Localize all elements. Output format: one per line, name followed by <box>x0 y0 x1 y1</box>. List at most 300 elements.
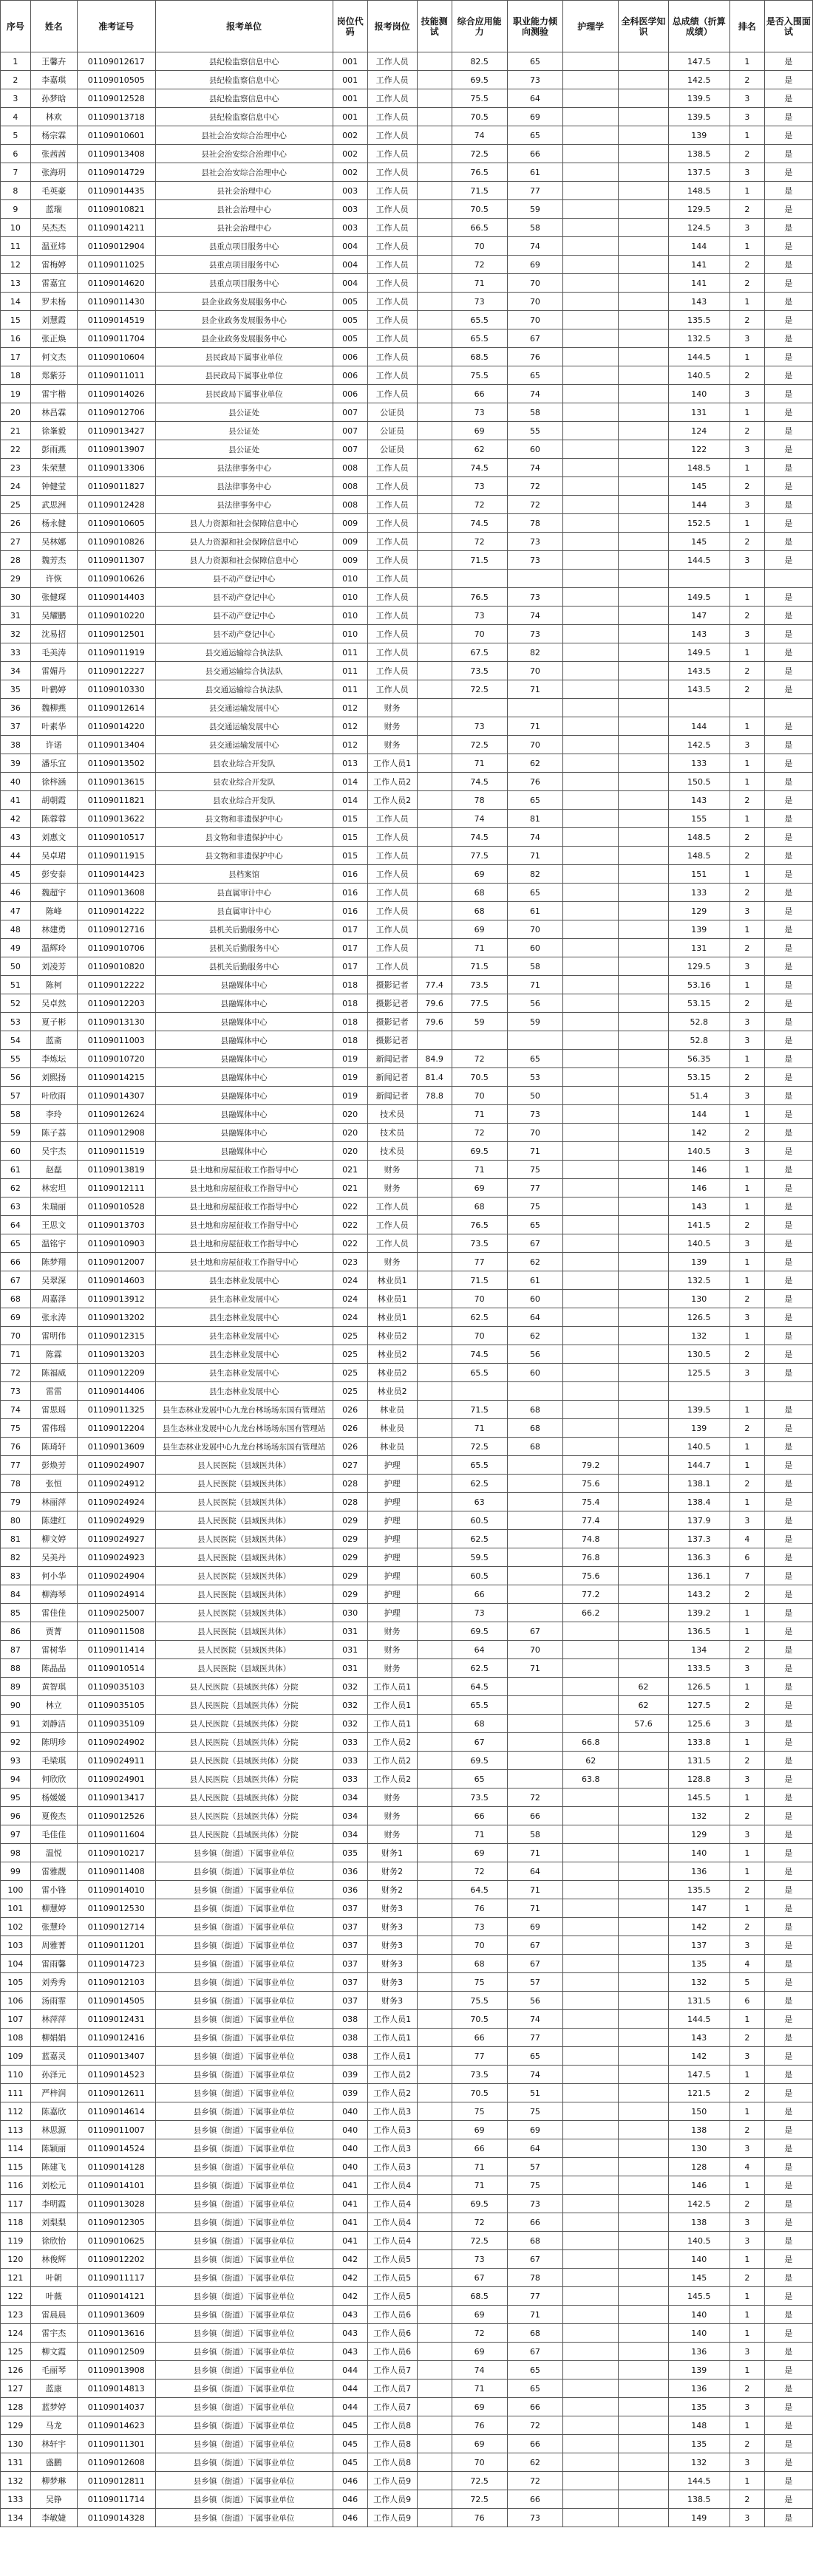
interview-cell: 是 <box>764 2121 812 2139</box>
nursing-cell <box>563 182 619 200</box>
unit-cell: 县乡镇（街道）下属事业单位 <box>155 2084 333 2102</box>
skill-test-cell <box>417 329 452 348</box>
table-row <box>1 1936 813 1955</box>
name-cell: 魏柳燕 <box>30 699 77 717</box>
unit-cell: 县乡镇（街道）下属事业单位 <box>155 2287 333 2306</box>
aptitude-cell: 74 <box>507 237 562 256</box>
post-cell: 工作人员4 <box>367 2232 417 2250</box>
interview-cell: 是 <box>764 533 812 551</box>
total-score-cell: 131 <box>668 939 729 957</box>
rank-cell: 1 <box>729 348 764 366</box>
aptitude-cell <box>507 1567 562 1585</box>
seq-cell: 36 <box>1 699 31 717</box>
skill-test-cell <box>417 256 452 274</box>
skill-test-cell <box>417 1161 452 1179</box>
name-cell: 柳娟娟 <box>30 2029 77 2047</box>
unit-cell: 县文物和非遗保护中心 <box>155 828 333 847</box>
table-row <box>1 293 813 311</box>
interview-cell: 是 <box>764 680 812 699</box>
ticket-number-cell: 01109010528 <box>77 1198 155 1216</box>
post-code-cell: 040 <box>333 2158 367 2176</box>
rank-cell: 3 <box>729 1142 764 1161</box>
post-code-cell: 040 <box>333 2102 367 2121</box>
nursing-cell <box>563 71 619 89</box>
post-code-cell: 026 <box>333 1401 367 1419</box>
skill-test-cell <box>417 2029 452 2047</box>
ticket-number-cell: 01109011827 <box>77 477 155 496</box>
ticket-number-cell: 01109025007 <box>77 1604 155 1622</box>
ticket-number-cell: 01109024907 <box>77 1456 155 1475</box>
general-medicine-cell <box>619 1401 668 1419</box>
post-cell: 工作人员6 <box>367 2306 417 2324</box>
ticket-number-cell: 01109012204 <box>77 1419 155 1438</box>
total-score-cell: 136.1 <box>668 1567 729 1585</box>
post-cell: 工作人员 <box>367 884 417 902</box>
skill-test-cell: 78.8 <box>417 1087 452 1105</box>
skill-test-cell <box>417 1955 452 1973</box>
table-row <box>1 1401 813 1419</box>
table-row <box>1 2121 813 2139</box>
rank-cell: 1 <box>729 1788 764 1807</box>
rank-cell: 1 <box>729 2250 764 2269</box>
interview-cell: 是 <box>764 2472 812 2490</box>
total-score-cell: 149 <box>668 2509 729 2527</box>
name-cell: 张恒 <box>30 1475 77 1493</box>
name-cell: 雷思瑶 <box>30 1401 77 1419</box>
seq-cell: 120 <box>1 2250 31 2269</box>
post-code-cell: 003 <box>333 200 367 219</box>
ticket-number-cell: 01109011919 <box>77 643 155 662</box>
post-code-cell: 024 <box>333 1290 367 1308</box>
total-score-cell: 136 <box>668 2379 729 2398</box>
nursing-cell: 75.4 <box>563 1493 619 1511</box>
post-code-cell: 031 <box>333 1659 367 1678</box>
table-row <box>1 274 813 293</box>
rank-cell: 2 <box>729 1752 764 1770</box>
ticket-number-cell: 01109012614 <box>77 699 155 717</box>
nursing-cell <box>563 1419 619 1438</box>
seq-cell: 5 <box>1 126 31 145</box>
ticket-number-cell: 01109010330 <box>77 680 155 699</box>
unit-cell: 县人民医院（县域医共体） <box>155 1493 333 1511</box>
comprehensive-cell: 65 <box>452 1770 507 1788</box>
total-score-cell: 143.5 <box>668 680 729 699</box>
seq-cell: 63 <box>1 1198 31 1216</box>
rank-cell: 1 <box>729 293 764 311</box>
unit-cell: 县机关后勤服务中心 <box>155 939 333 957</box>
aptitude-cell <box>507 1031 562 1050</box>
comprehensive-cell: 69 <box>452 865 507 884</box>
post-code-cell: 018 <box>333 976 367 994</box>
nursing-cell <box>563 1696 619 1715</box>
rank-cell: 2 <box>729 274 764 293</box>
ticket-number-cell: 01109011117 <box>77 2269 155 2287</box>
comprehensive-cell: 68 <box>452 1198 507 1216</box>
skill-test-cell <box>417 920 452 939</box>
rank-cell: 1 <box>729 514 764 533</box>
interview-cell: 是 <box>764 1161 812 1179</box>
nursing-cell <box>563 847 619 865</box>
seq-cell: 130 <box>1 2435 31 2453</box>
interview-cell: 是 <box>764 1955 812 1973</box>
comprehensive-cell: 65.5 <box>452 329 507 348</box>
ticket-number-cell: 01109013502 <box>77 754 155 773</box>
aptitude-cell: 82 <box>507 643 562 662</box>
name-cell: 雷佳佳 <box>30 1604 77 1622</box>
aptitude-cell: 68 <box>507 2324 562 2343</box>
name-cell: 雷晨晨 <box>30 2306 77 2324</box>
post-code-cell: 042 <box>333 2287 367 2306</box>
comprehensive-cell: 74.5 <box>452 514 507 533</box>
interview-cell: 是 <box>764 1807 812 1825</box>
skill-test-cell <box>417 847 452 865</box>
comprehensive-cell: 70 <box>452 1327 507 1345</box>
general-medicine-cell: 62 <box>619 1678 668 1696</box>
rank-cell: 1 <box>729 1622 764 1641</box>
rank-cell: 1 <box>729 1899 764 1918</box>
unit-cell: 县生态林业发展中心 <box>155 1327 333 1345</box>
general-medicine-cell <box>619 163 668 182</box>
aptitude-cell <box>507 1548 562 1567</box>
rank-cell <box>729 699 764 717</box>
interview-cell: 是 <box>764 2398 812 2416</box>
skill-test-cell <box>417 219 452 237</box>
comprehensive-cell: 76 <box>452 1899 507 1918</box>
interview-cell: 是 <box>764 994 812 1013</box>
seq-cell: 129 <box>1 2416 31 2435</box>
skill-test-cell <box>417 1770 452 1788</box>
interview-cell: 是 <box>764 514 812 533</box>
post-cell: 工作人员 <box>367 459 417 477</box>
unit-cell: 县交通运输发展中心 <box>155 699 333 717</box>
aptitude-cell: 73 <box>507 533 562 551</box>
interview-cell: 是 <box>764 403 812 422</box>
seq-cell: 41 <box>1 791 31 810</box>
general-medicine-cell <box>619 1419 668 1438</box>
post-cell: 护理 <box>367 1493 417 1511</box>
general-medicine-cell <box>619 957 668 976</box>
general-medicine-cell <box>619 422 668 440</box>
nursing-cell <box>563 1253 619 1271</box>
unit-cell: 县乡镇（街道）下属事业单位 <box>155 2010 333 2029</box>
general-medicine-cell <box>619 1899 668 1918</box>
unit-cell: 县交通运输发展中心 <box>155 736 333 754</box>
post-code-cell: 040 <box>333 2139 367 2158</box>
total-score-cell: 142 <box>668 1918 729 1936</box>
ticket-number-cell: 01109010220 <box>77 607 155 625</box>
name-cell: 潘乐宜 <box>30 754 77 773</box>
post-code-cell: 037 <box>333 1973 367 1992</box>
skill-test-cell <box>417 1401 452 1419</box>
unit-cell: 县乡镇（街道）下属事业单位 <box>155 2509 333 2527</box>
total-score-cell: 148.5 <box>668 828 729 847</box>
post-code-cell: 013 <box>333 754 367 773</box>
name-cell: 张茜茜 <box>30 145 77 163</box>
nursing-cell: 62 <box>563 1752 619 1770</box>
rank-cell: 1 <box>729 459 764 477</box>
post-cell: 工作人员 <box>367 219 417 237</box>
interview-cell: 是 <box>764 1733 812 1752</box>
name-cell: 朱荣慧 <box>30 459 77 477</box>
aptitude-cell: 66 <box>507 1807 562 1825</box>
interview-cell: 是 <box>764 1198 812 1216</box>
aptitude-cell: 74 <box>507 828 562 847</box>
aptitude-cell: 70 <box>507 736 562 754</box>
rank-cell: 2 <box>729 422 764 440</box>
unit-cell: 县生态林业发展中心 <box>155 1308 333 1327</box>
table-row <box>1 680 813 699</box>
table-row <box>1 514 813 533</box>
nursing-cell <box>563 1271 619 1290</box>
ticket-number-cell: 01109010625 <box>77 2232 155 2250</box>
post-cell: 工作人员3 <box>367 2139 417 2158</box>
unit-cell: 县乡镇（街道）下属事业单位 <box>155 2066 333 2084</box>
nursing-cell <box>563 514 619 533</box>
post-code-cell: 029 <box>333 1567 367 1585</box>
general-medicine-cell <box>619 1198 668 1216</box>
general-medicine-cell <box>619 293 668 311</box>
comprehensive-cell: 64 <box>452 1641 507 1659</box>
ticket-number-cell: 01109024912 <box>77 1475 155 1493</box>
post-code-cell: 002 <box>333 126 367 145</box>
aptitude-cell: 77 <box>507 2287 562 2306</box>
nursing-cell <box>563 2213 619 2232</box>
unit-cell: 县乡镇（街道）下属事业单位 <box>155 1844 333 1862</box>
comprehensive-cell: 75.5 <box>452 89 507 108</box>
interview-cell: 是 <box>764 311 812 329</box>
post-code-cell: 002 <box>333 145 367 163</box>
post-code-cell: 001 <box>333 71 367 89</box>
post-cell: 工作人员 <box>367 71 417 89</box>
skill-test-cell <box>417 2139 452 2158</box>
ticket-number-cell: 01109011307 <box>77 551 155 570</box>
total-score-cell: 149.5 <box>668 643 729 662</box>
table-row <box>1 847 813 865</box>
unit-cell: 县生态林业发展中心 <box>155 1345 333 1364</box>
nursing-cell <box>563 422 619 440</box>
post-cell: 林业员2 <box>367 1364 417 1382</box>
rank-cell: 1 <box>729 1253 764 1271</box>
rank-cell: 2 <box>729 994 764 1013</box>
ticket-number-cell: 01109011003 <box>77 1031 155 1050</box>
general-medicine-cell <box>619 1548 668 1567</box>
general-medicine-cell <box>619 459 668 477</box>
ticket-number-cell: 01109014328 <box>77 2509 155 2527</box>
table-row <box>1 1087 813 1105</box>
unit-cell: 县人民医院（县域医共体） <box>155 1622 333 1641</box>
nursing-cell <box>563 1881 619 1899</box>
post-cell: 工作人员 <box>367 643 417 662</box>
general-medicine-cell <box>619 1308 668 1327</box>
nursing-cell <box>563 2029 619 2047</box>
interview-cell: 是 <box>764 1308 812 1327</box>
post-code-cell: 037 <box>333 1918 367 1936</box>
unit-cell: 县融媒体中心 <box>155 1124 333 1142</box>
total-score-cell: 148.5 <box>668 847 729 865</box>
comprehensive-cell: 71 <box>452 754 507 773</box>
unit-cell: 县民政局下属事业单位 <box>155 348 333 366</box>
skill-test-cell: 81.4 <box>417 1068 452 1087</box>
name-cell: 严梓润 <box>30 2084 77 2102</box>
table-row <box>1 2416 813 2435</box>
name-cell: 彭焕芳 <box>30 1456 77 1475</box>
unit-cell: 县融媒体中心 <box>155 1142 333 1161</box>
aptitude-cell: 56 <box>507 1345 562 1364</box>
general-medicine-cell <box>619 126 668 145</box>
seq-cell: 114 <box>1 2139 31 2158</box>
ticket-number-cell: 01109012811 <box>77 2472 155 2490</box>
unit-cell: 县机关后勤服务中心 <box>155 920 333 939</box>
ticket-number-cell: 01109014603 <box>77 1271 155 1290</box>
name-cell: 雷宇杰 <box>30 2324 77 2343</box>
rank-cell: 1 <box>729 2010 764 2029</box>
total-score-cell: 144 <box>668 1105 729 1124</box>
general-medicine-cell <box>619 717 668 736</box>
table-row <box>1 2306 813 2324</box>
comprehensive-cell: 65.5 <box>452 1364 507 1382</box>
name-cell: 杨宗霖 <box>30 126 77 145</box>
aptitude-cell: 73 <box>507 71 562 89</box>
name-cell: 叶薇 <box>30 2287 77 2306</box>
table-row <box>1 1179 813 1198</box>
rank-cell: 2 <box>729 2490 764 2509</box>
post-cell: 工作人员2 <box>367 1752 417 1770</box>
interview-cell: 是 <box>764 496 812 514</box>
post-cell: 护理 <box>367 1604 417 1622</box>
general-medicine-cell <box>619 2250 668 2269</box>
unit-cell: 县交通运输发展中心 <box>155 717 333 736</box>
unit-cell: 县人力资源和社会保障信息中心 <box>155 551 333 570</box>
rank-cell: 3 <box>729 2343 764 2361</box>
skill-test-cell <box>417 1918 452 1936</box>
total-score-cell: 126.5 <box>668 1678 729 1696</box>
rank-cell: 2 <box>729 71 764 89</box>
ticket-number-cell: 01109012528 <box>77 89 155 108</box>
table-row <box>1 52 813 71</box>
table-row <box>1 865 813 884</box>
total-score-cell: 143 <box>668 791 729 810</box>
interview-cell: 是 <box>764 2195 812 2213</box>
table-row <box>1 1253 813 1271</box>
post-code-cell: 007 <box>333 440 367 459</box>
ticket-number-cell: 01109013417 <box>77 1788 155 1807</box>
seq-cell: 13 <box>1 274 31 293</box>
nursing-cell <box>563 2139 619 2158</box>
rank-cell: 4 <box>729 2158 764 2176</box>
ticket-number-cell: 01109014813 <box>77 2379 155 2398</box>
total-score-cell: 142 <box>668 1124 729 1142</box>
post-code-cell: 010 <box>333 588 367 607</box>
total-score-cell: 140 <box>668 2306 729 2324</box>
seq-cell: 17 <box>1 348 31 366</box>
skill-test-cell <box>417 274 452 293</box>
comprehensive-cell: 69 <box>452 1179 507 1198</box>
ticket-number-cell: 01109012624 <box>77 1105 155 1124</box>
skill-test-cell <box>417 1142 452 1161</box>
ticket-number-cell: 01109013408 <box>77 145 155 163</box>
interview-cell: 是 <box>764 1068 812 1087</box>
seq-cell: 97 <box>1 1825 31 1844</box>
aptitude-cell: 72 <box>507 2472 562 2490</box>
seq-cell: 56 <box>1 1068 31 1087</box>
post-code-cell: 025 <box>333 1327 367 1345</box>
interview-cell: 是 <box>764 163 812 182</box>
nursing-cell <box>563 551 619 570</box>
name-cell: 蓝瑞 <box>30 200 77 219</box>
rank-cell: 2 <box>729 1881 764 1899</box>
nursing-cell <box>563 662 619 680</box>
total-score-cell: 129.5 <box>668 957 729 976</box>
aptitude-cell: 65 <box>507 1216 562 1234</box>
name-cell: 吴卓珺 <box>30 847 77 865</box>
nursing-cell <box>563 200 619 219</box>
general-medicine-cell <box>619 939 668 957</box>
seq-cell: 32 <box>1 625 31 643</box>
skill-test-cell <box>417 1031 452 1050</box>
table-row <box>1 182 813 200</box>
ticket-number-cell: 01109012908 <box>77 1124 155 1142</box>
aptitude-cell: 71 <box>507 1142 562 1161</box>
aptitude-cell: 65 <box>507 366 562 385</box>
aptitude-cell: 82 <box>507 865 562 884</box>
unit-cell: 县融媒体中心 <box>155 994 333 1013</box>
table-row <box>1 810 813 828</box>
aptitude-cell: 74 <box>507 459 562 477</box>
comprehensive-cell: 65.5 <box>452 1456 507 1475</box>
aptitude-cell <box>507 1511 562 1530</box>
unit-cell: 县乡镇（街道）下属事业单位 <box>155 2472 333 2490</box>
nursing-cell: 75.6 <box>563 1475 619 1493</box>
aptitude-cell: 67 <box>507 1955 562 1973</box>
aptitude-cell: 57 <box>507 1973 562 1992</box>
unit-cell: 县融媒体中心 <box>155 1105 333 1124</box>
unit-cell: 县融媒体中心 <box>155 1031 333 1050</box>
total-score-cell: 138.5 <box>668 2490 729 2509</box>
skill-test-cell <box>417 422 452 440</box>
ticket-number-cell: 01109011704 <box>77 329 155 348</box>
general-medicine-cell <box>619 1918 668 1936</box>
post-cell: 工作人员 <box>367 237 417 256</box>
seq-cell: 82 <box>1 1548 31 1567</box>
skill-test-cell <box>417 2509 452 2527</box>
total-score-cell: 129 <box>668 902 729 920</box>
aptitude-cell <box>507 1678 562 1696</box>
total-score-cell: 53.16 <box>668 976 729 994</box>
post-code-cell: 008 <box>333 459 367 477</box>
unit-cell: 县人民医院（县域医共体） <box>155 1641 333 1659</box>
table-row <box>1 2343 813 2361</box>
general-medicine-cell <box>619 477 668 496</box>
seq-cell: 28 <box>1 551 31 570</box>
total-score-cell: 124.5 <box>668 219 729 237</box>
table-row <box>1 1327 813 1345</box>
table-row <box>1 1567 813 1585</box>
aptitude-cell <box>507 1752 562 1770</box>
nursing-cell <box>563 1124 619 1142</box>
aptitude-cell: 66 <box>507 2435 562 2453</box>
nursing-cell <box>563 607 619 625</box>
post-cell: 财务 <box>367 1825 417 1844</box>
post-cell: 工作人员 <box>367 920 417 939</box>
aptitude-cell: 66 <box>507 145 562 163</box>
seq-cell: 84 <box>1 1585 31 1604</box>
table-row <box>1 1807 813 1825</box>
unit-cell: 县农业综合开发队 <box>155 791 333 810</box>
unit-cell: 县农业综合开发队 <box>155 754 333 773</box>
interview-cell: 是 <box>764 1862 812 1881</box>
rank-cell: 1 <box>729 643 764 662</box>
post-code-cell: 014 <box>333 773 367 791</box>
